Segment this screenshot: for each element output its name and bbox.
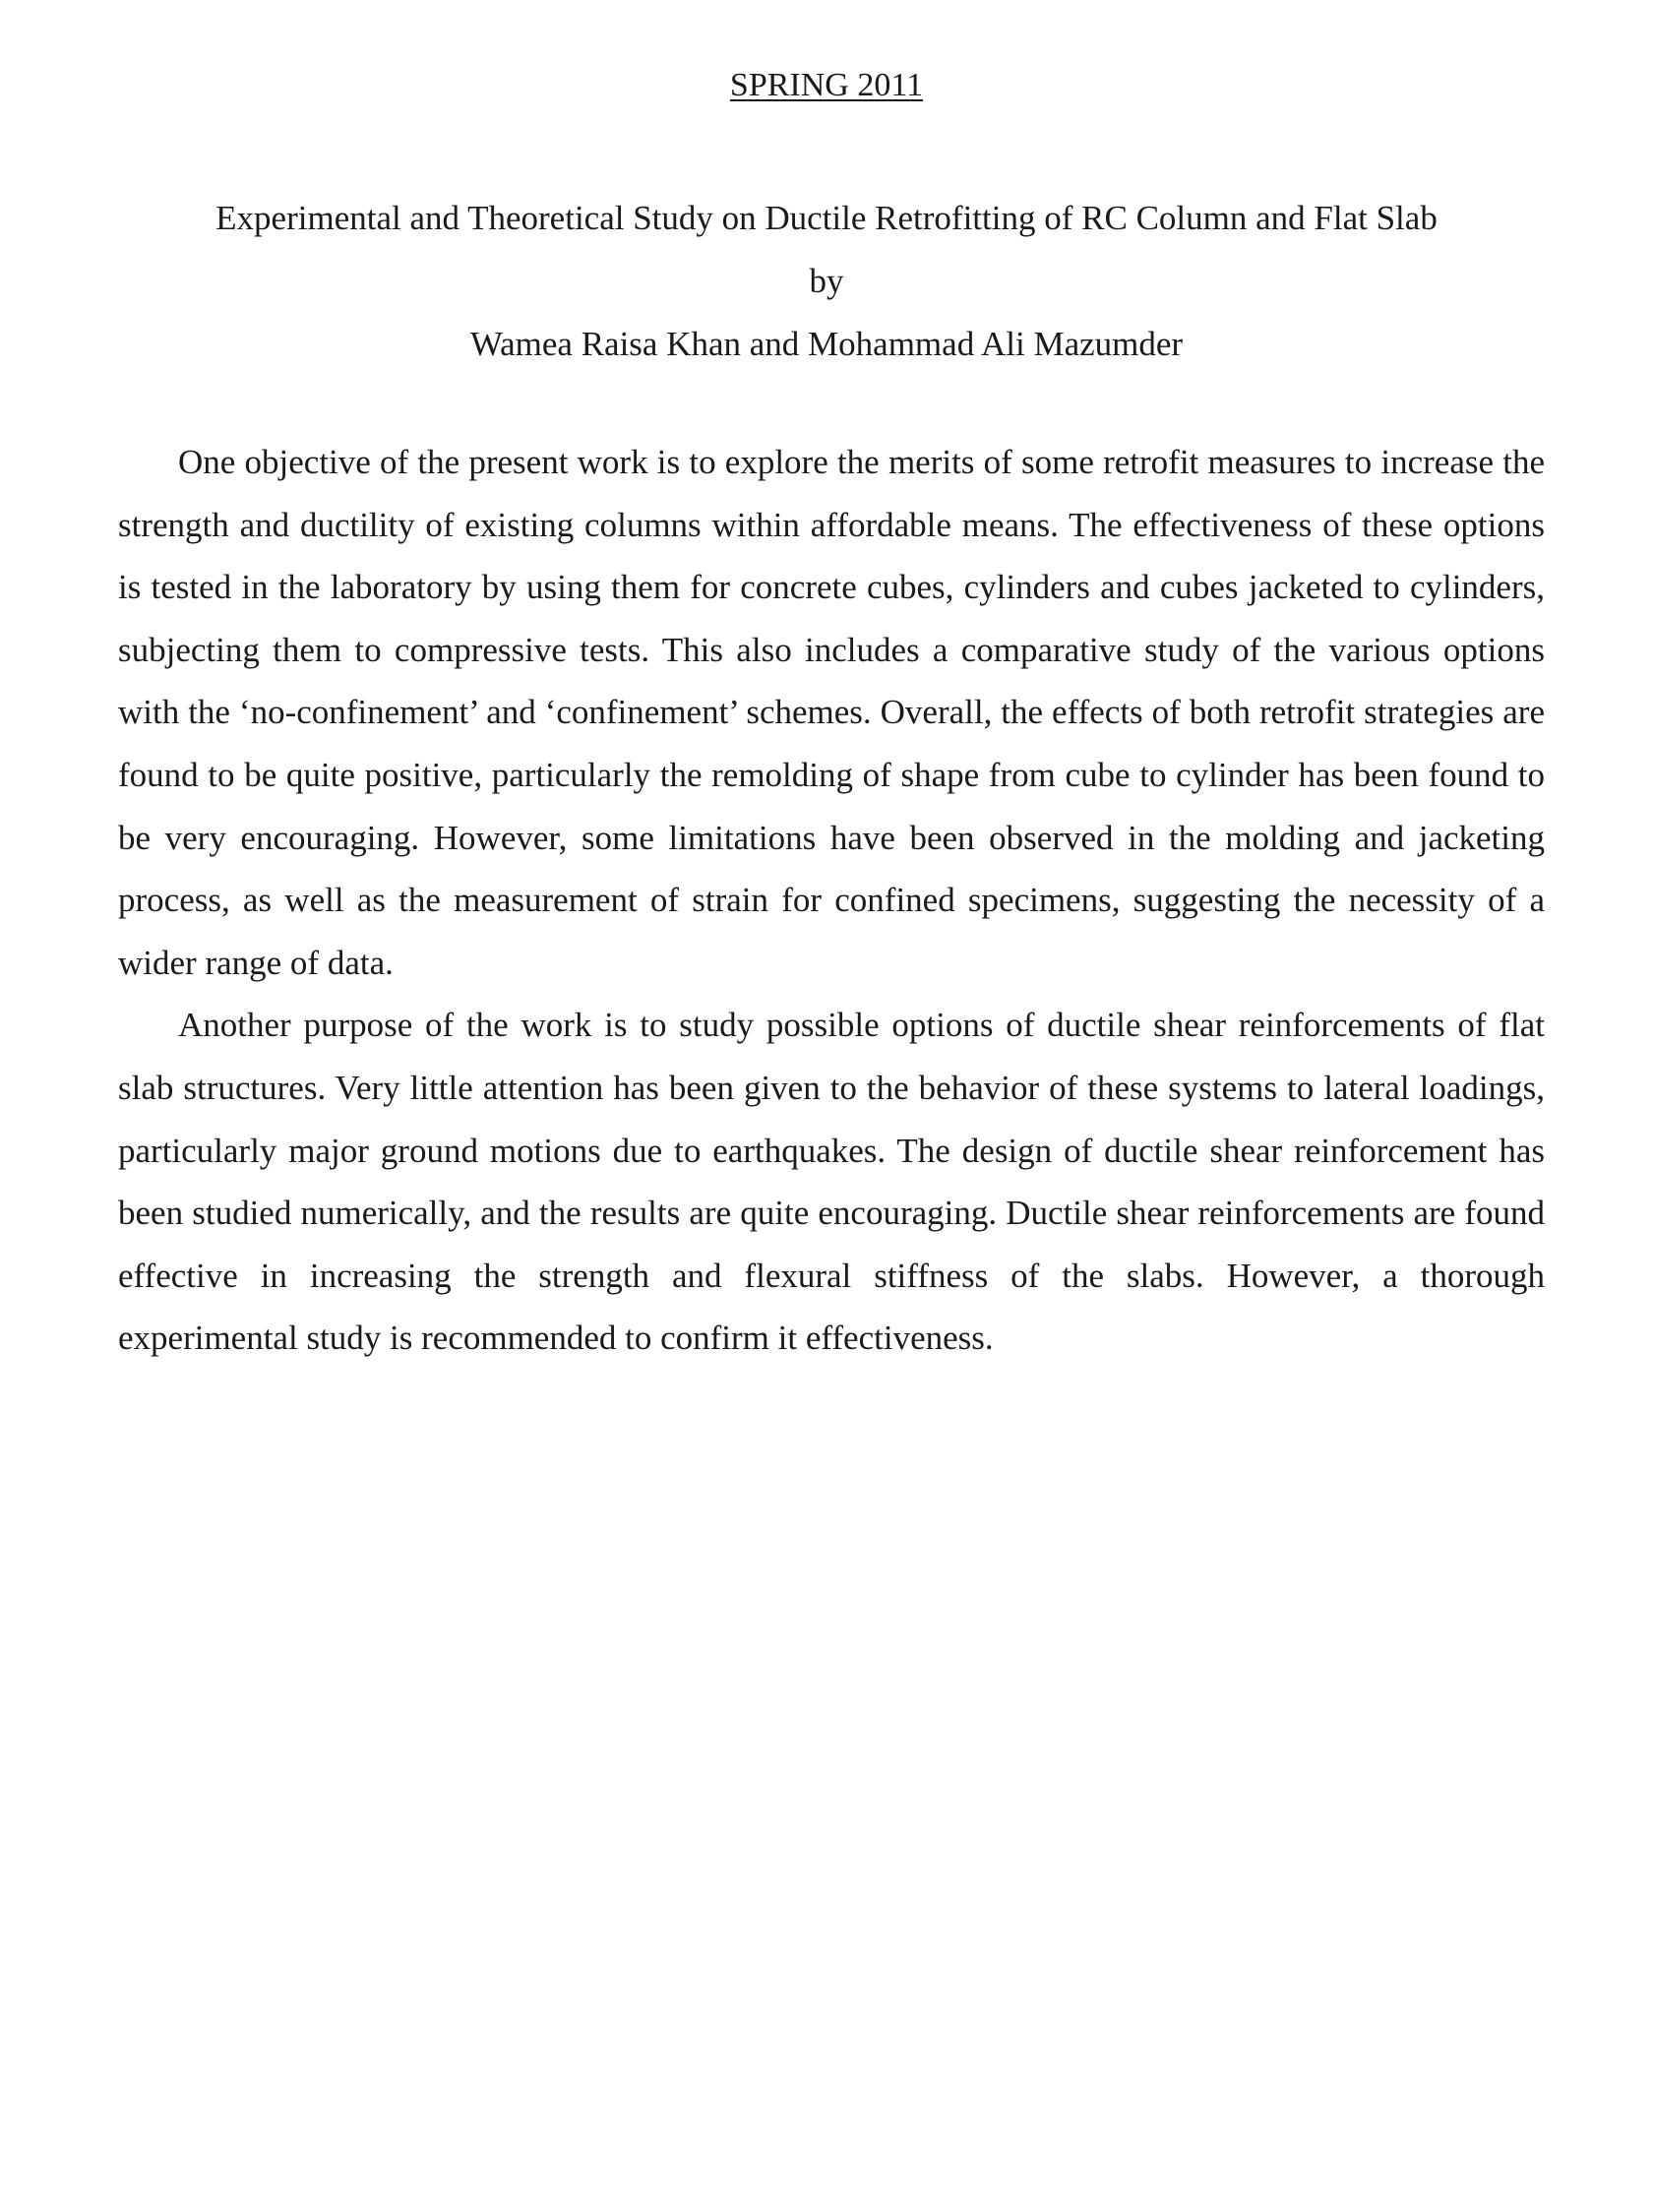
title-block bbox=[0, 187, 1653, 376]
abstract-body bbox=[118, 431, 1545, 1370]
authors: Wamea Raisa Khan and Mohammad Ali Mazumder bbox=[469, 325, 1184, 363]
paper-title: Experimental and Theoretical Study on Ductile Retrofitting of RC Column and Flat Slab bbox=[215, 199, 1438, 237]
abstract-paragraph-1: One objective of the present work is to explore the merits of some retrofit measures to increase the strength and ductility of existing columns within affordable means. The effectiveness of these options is tested in the laboratory by using them for concrete cubes, cylinders and cubes jacketed to cylinders, subjecting them to compressive tests. This also includes a comparative study of the various options with the ‘no-confinement’ and ‘confinement’ schemes. Overall, the effects of both retrofit strategies are found to be quite positive, particularly the remolding of shape from cube to cylinder has been found to be very encouraging. However, some limitations have been observed in the molding and jacketing process, as well as the measurement of strain for confined specimens, suggesting the necessity of a wider range of data. bbox=[118, 443, 1545, 982]
semester-heading: SPRING 2011 bbox=[729, 67, 924, 103]
by-line: by bbox=[809, 262, 844, 300]
abstract-paragraph-2: Another purpose of the work is to study possible options of ductile shear reinforcements of flat slab structures. Very little attention has been given to the behavior of these systems to lateral loadings, particularly major ground motions due to earthquakes. The design of ductile shear reinforcement has been studied numerically, and the results are quite encouraging. Ductile shear reinforcements are found effective in increasing the strength and flexural stiffness of the slabs. However, a thorough experimental study is recommended to confirm it effectiveness. bbox=[118, 1006, 1545, 1358]
